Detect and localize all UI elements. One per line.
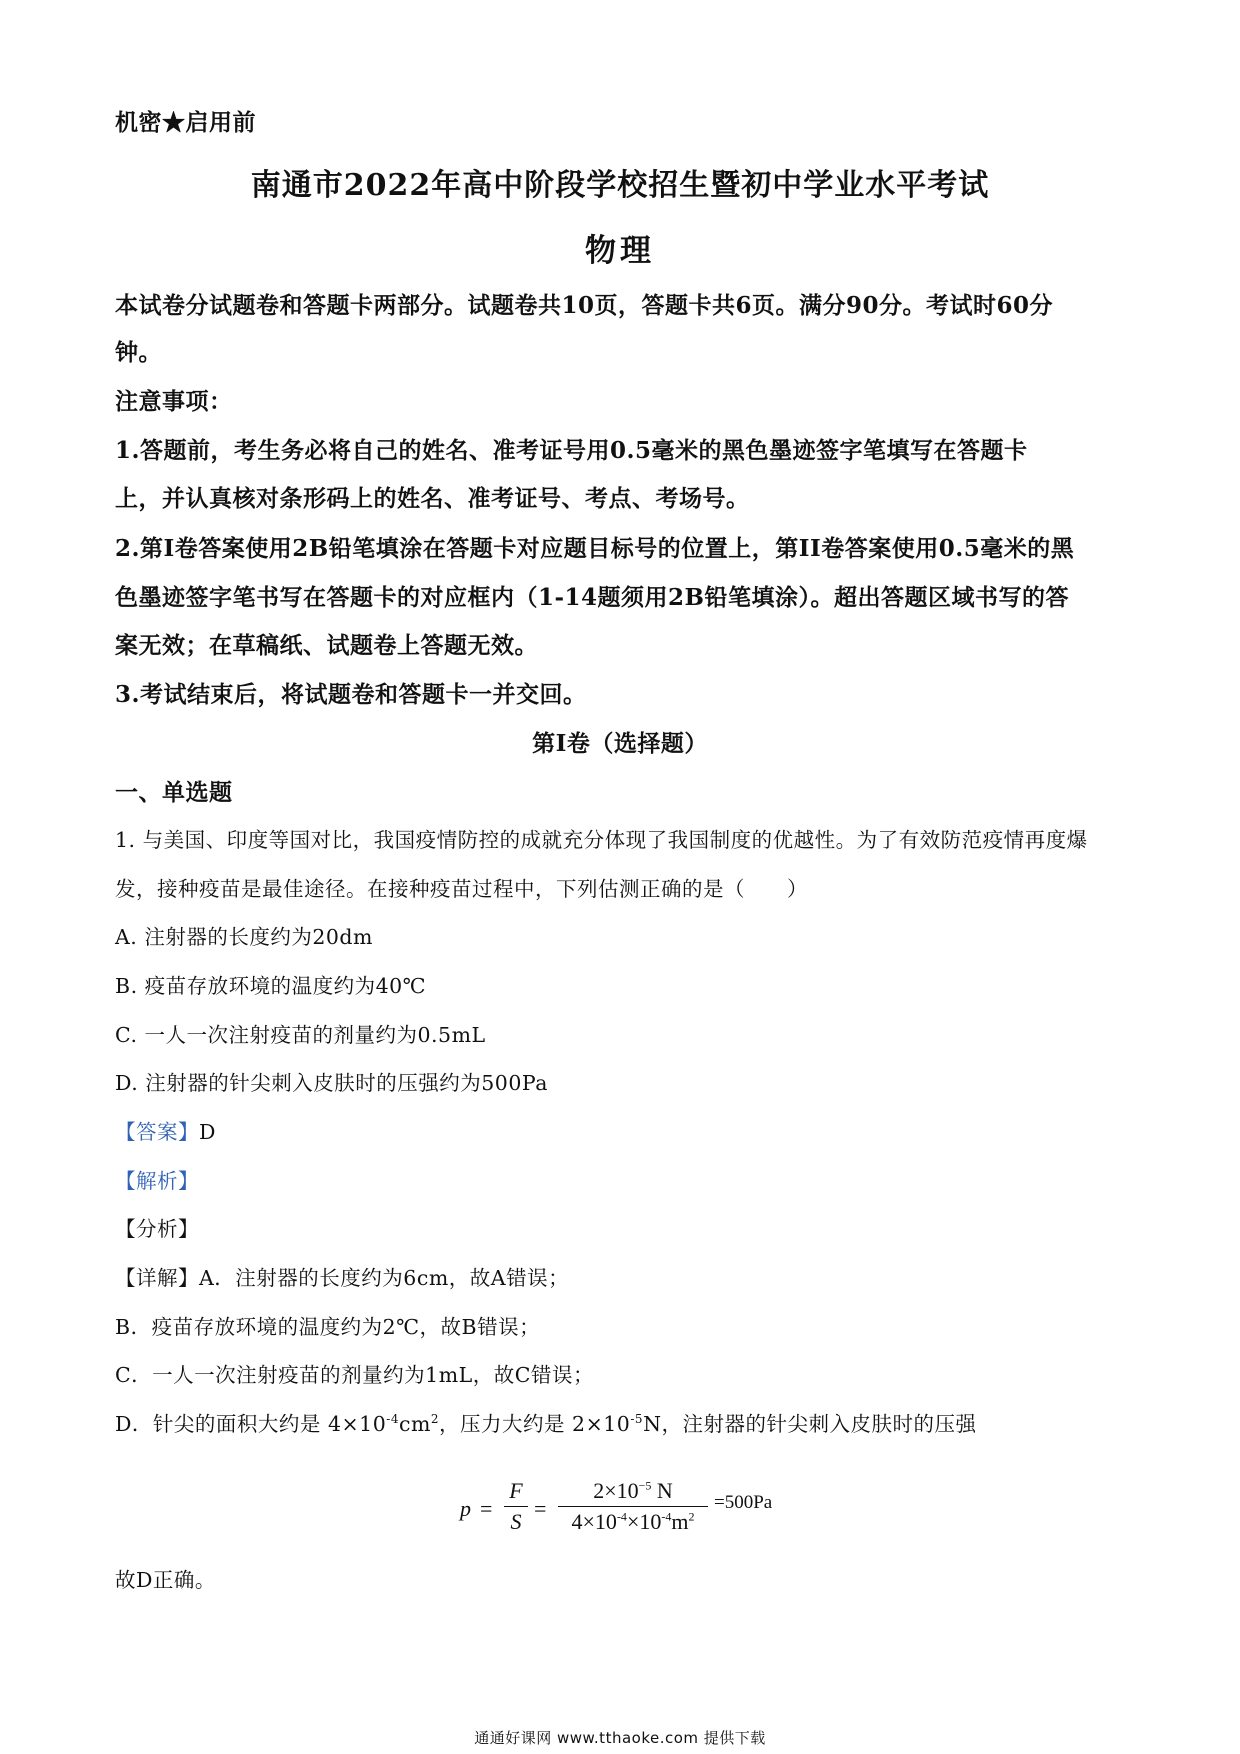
answer-value: D [199, 1120, 216, 1144]
conclusion-line: 故D正确。 [115, 1568, 216, 1592]
fraction-bar [504, 1506, 528, 1507]
formula-equals: = [534, 1496, 547, 1521]
answer-line [115, 1115, 216, 1145]
answer-tag: 【答案】 [115, 1120, 199, 1144]
detail-d-text: D．针尖的面积大约是 4×10 [115, 1412, 387, 1436]
exponent: -4 [386, 1412, 399, 1427]
subject-title: 物理 [585, 233, 655, 269]
fraction-denominator: S [510, 1509, 522, 1534]
detail-a-text: A．注射器的长度约为6cm，故A错误； [199, 1266, 570, 1290]
detail-d-text: ，压力大约是 2×10 [439, 1412, 631, 1436]
explain-tag: 【解析】 [115, 1169, 199, 1193]
exponent: −5 [638, 1478, 652, 1493]
option-b: B. 疫苗存放环境的温度约为40℃ [115, 974, 427, 998]
detail-d-text: N，注射器的针尖刺入皮肤时的压强 [643, 1412, 977, 1436]
detail-line-d [115, 1407, 977, 1437]
exam-title: 南通市2022年高中阶段学校招生暨初中学业水平考试 [250, 168, 990, 203]
pressure-formula [460, 1470, 820, 1550]
detail-line-b: B．疫苗存放环境的温度约为2℃，故B错误； [115, 1315, 541, 1339]
notes-line: 色墨迹签字笔书写在答题卡的对应框内（1-14题须用2B铅笔填涂）。超出答题区域书写的答 [115, 584, 1069, 611]
fraction-denominator [558, 1509, 708, 1535]
fraction-numerator [558, 1478, 708, 1504]
option-d: D. 注射器的针尖刺入皮肤时的压强约为500Pa [115, 1071, 548, 1095]
denominator-part: ×10 [626, 1509, 662, 1534]
notes-line: 2.第I卷答案使用2B铅笔填涂在答题卡对应题目标号的位置上，第II卷答案使用0.5毫米的黑 [115, 535, 1075, 562]
exponent: 2 [688, 1509, 695, 1524]
exponent: 2 [430, 1412, 440, 1427]
question-stem-line-1: 1. 与美国、印度等国对比，我国疫情防控的成就充分体现了我国制度的优越性。为了有效防范疫情再度爆 [115, 828, 1088, 852]
denominator-unit: m [671, 1509, 689, 1534]
notes-line: 案无效；在草稿纸、试题卷上答题无效。 [115, 632, 538, 659]
notes-line: 1.答题前，考生务必将自己的姓名、准考证号用0.5毫米的黑色墨迹签字笔填写在答题卡 [115, 437, 1028, 464]
footer-watermark: 通通好课网 www.tthaoke.com 提供下载 [474, 1729, 766, 1747]
intro-line-2: 钟。 [115, 339, 162, 366]
fraction-numerator: F [509, 1478, 523, 1503]
fraction-bar [558, 1506, 708, 1507]
numerator-unit: N [656, 1478, 673, 1503]
formula-p: p [460, 1496, 471, 1521]
exponent: -5 [630, 1412, 644, 1427]
volume-title: 第I卷（选择题） [532, 730, 708, 757]
detail-d-text: cm [398, 1412, 431, 1436]
fraction-f-over-s [504, 1478, 528, 1535]
detail-tag: 【详解】 [115, 1266, 199, 1290]
part-title: 一、单选题 [115, 779, 233, 806]
exponent: -4 [616, 1509, 627, 1524]
detail-line-a [115, 1261, 569, 1291]
notes-line: 上，并认真核对条形码上的姓名、准考证号、考点、考场号。 [115, 485, 750, 512]
confidential-label: 机密★启用前 [115, 109, 256, 136]
option-a: A. 注射器的长度约为20dm [115, 925, 373, 949]
exponent: -4 [661, 1509, 672, 1524]
analysis-tag: 【分析】 [115, 1217, 199, 1241]
intro-line-1: 本试卷分试题卷和答题卡两部分。试题卷共10页，答题卡共6页。满分90分。考试时60分 [115, 292, 1054, 319]
option-c: C. 一人一次注射疫苗的剂量约为0.5mL [115, 1023, 486, 1047]
numerator-base: 2×10 [593, 1478, 639, 1503]
notes-heading: 注意事项： [115, 388, 233, 415]
formula-equals: = [480, 1496, 493, 1521]
formula-result: =500Pa [714, 1492, 773, 1513]
notes-line: 3.考试结束后，将试题卷和答题卡一并交回。 [115, 681, 587, 708]
denominator-part: 4×10 [571, 1509, 617, 1534]
detail-line-c: C．一人一次注射疫苗的剂量约为1mL，故C错误； [115, 1363, 594, 1387]
question-stem-line-2: 发，接种疫苗是最佳途径。在接种疫苗过程中，下列估测正确的是（ ） [115, 877, 808, 901]
fraction-values [558, 1478, 708, 1535]
